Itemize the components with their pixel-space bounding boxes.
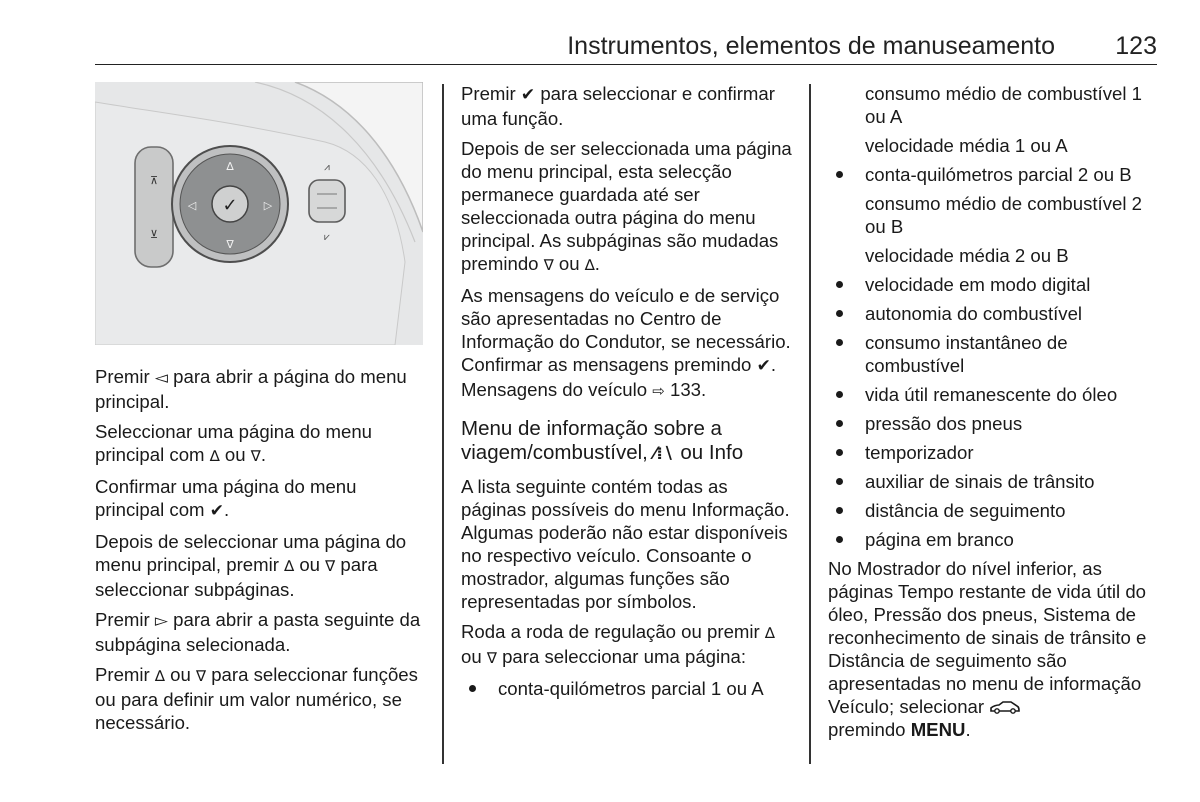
down-icon: ∇ [195,667,207,685]
paragraph: Premir ∆ ou ∇ para seleccionar funções ou para definir um valor numérico, se necessário. [95,664,418,733]
page-list [828,273,1158,551]
list-item: conta-quilómetros parcial 1 ou A [461,677,796,700]
svg-text:⩗: ⩗ [324,232,330,243]
paragraph: Premir ▻ para abrir a pasta seguinte da subpágina selecionada. [95,609,421,655]
down-icon: ∇ [325,557,336,575]
check-icon: ✔ [520,85,536,105]
info-icon: ⁄⁞∖ [653,444,675,464]
svg-text:▷: ▷ [263,199,273,212]
sub-item: velocidade média 2 ou B [865,245,1069,266]
column-3 [828,82,1158,748]
page-list [828,163,1158,186]
sub-item: velocidade média 1 ou A [865,135,1068,156]
svg-text:⊼: ⊼ [149,174,159,187]
column-2 [461,82,796,706]
check-icon: ✔ [209,501,224,521]
list-item: conta-quilómetros parcial 2 ou B [828,163,1158,186]
car-icon [989,696,1021,717]
page-list [461,677,796,700]
list-item: temporizador [828,441,1158,464]
list-item: vida útil remanescente do óleo [828,383,1158,406]
paragraph: Depois de ser seleccionada uma página do menu principal, esta selecção permanece guardada até ser seleccionada outra página do menu principal. As subpáginas são mudadas premindo ∇ ou ∆. [461,138,792,274]
list-item: distância de seguimento [828,499,1158,522]
paragraph: Confirmar uma página do menu principal com ✔. [95,476,357,521]
down-icon: ∇ [486,649,497,667]
list-item: pressão dos pneus [828,412,1158,435]
svg-text:✓: ✓ [222,195,238,216]
header-title: Instrumentos, elementos de manuseamento [567,32,1055,60]
section-heading: Menu de informação sobre a viagem/combustível, ⁄⁞∖ ou Info [461,417,744,464]
check-icon: ✔ [756,356,771,376]
page-reference-icon: ⇨ [652,382,665,400]
paragraph: Premir ✔ para seleccionar e confirmar uma função. [461,83,775,129]
up-icon: ∆ [584,256,595,274]
list-item: consumo instantâneo de combustível [828,331,1158,377]
steering-wheel-drawing [95,82,423,345]
page-header [95,30,1157,65]
up-icon: ∆ [154,667,165,685]
paragraph: Premir ◅ para abrir a página do menu principal. [95,366,407,412]
list-item: auxiliar de sinais de trânsito [828,470,1158,493]
steering-wheel-controls-illustration [95,82,423,345]
down-icon: ∇ [543,256,554,274]
page-number: 123 [1115,32,1157,60]
svg-text:◁: ◁ [187,199,197,212]
svg-text:∇: ∇ [226,238,234,251]
down-icon: ∇ [250,447,261,465]
paragraph: A lista seguinte contém todas as páginas possíveis do menu Informação. Algumas poderão não estar disponíveis no respectivo veículo. Consoante o mostrador, algumas funções são representadas por símbolos. [461,476,790,612]
up-icon: ∆ [284,557,295,575]
svg-text:∆: ∆ [226,160,234,173]
up-icon: ∆ [764,624,775,642]
svg-text:⩘: ⩘ [324,162,330,173]
svg-text:⊻: ⊻ [149,228,159,241]
list-item: velocidade em modo digital [828,273,1158,296]
column-divider [809,84,811,764]
right-rocker-switch [309,180,345,222]
paragraph: No Mostrador do nível inferior, as páginas Tempo restante de vida útil do óleo, Pressão dos pneus, Sistema de reconhecimento de sinais de trânsito e Distância de seguimento são apresentadas no menu de informação Veículo; selecionar premindo MENU. [828,558,1147,740]
paragraph: Depois de seleccionar uma página do menu principal, premir ∆ ou ∇ para seleccionar subpáginas. [95,531,407,600]
menu-label: MENU [910,719,966,740]
right-arrow-icon: ▻ [154,611,168,631]
paragraph: As mensagens do veículo e de serviço são apresentadas no Centro de Informação do Condutor, se necessário. Confirmar as mensagens premindo ✔. Mensagens do veículo ⇨ 133. [461,285,791,400]
left-arrow-icon: ◅ [154,368,168,388]
up-icon: ∆ [209,447,220,465]
column-1 [95,82,427,741]
paragraph: Roda a roda de regulação ou premir ∆ ou ∇ para seleccionar uma página: [461,621,775,667]
paragraph: Seleccionar uma página do menu principal com ∆ ou ∇. [95,421,373,465]
column-divider [442,84,444,764]
list-item: página em branco [828,528,1158,551]
sub-item: consumo médio de combustível 2 ou B [865,193,1142,237]
list-item: autonomia do combustível [828,302,1158,325]
left-rocker-switch [135,147,173,267]
sub-item: consumo médio de combustível 1 ou A [865,83,1142,127]
